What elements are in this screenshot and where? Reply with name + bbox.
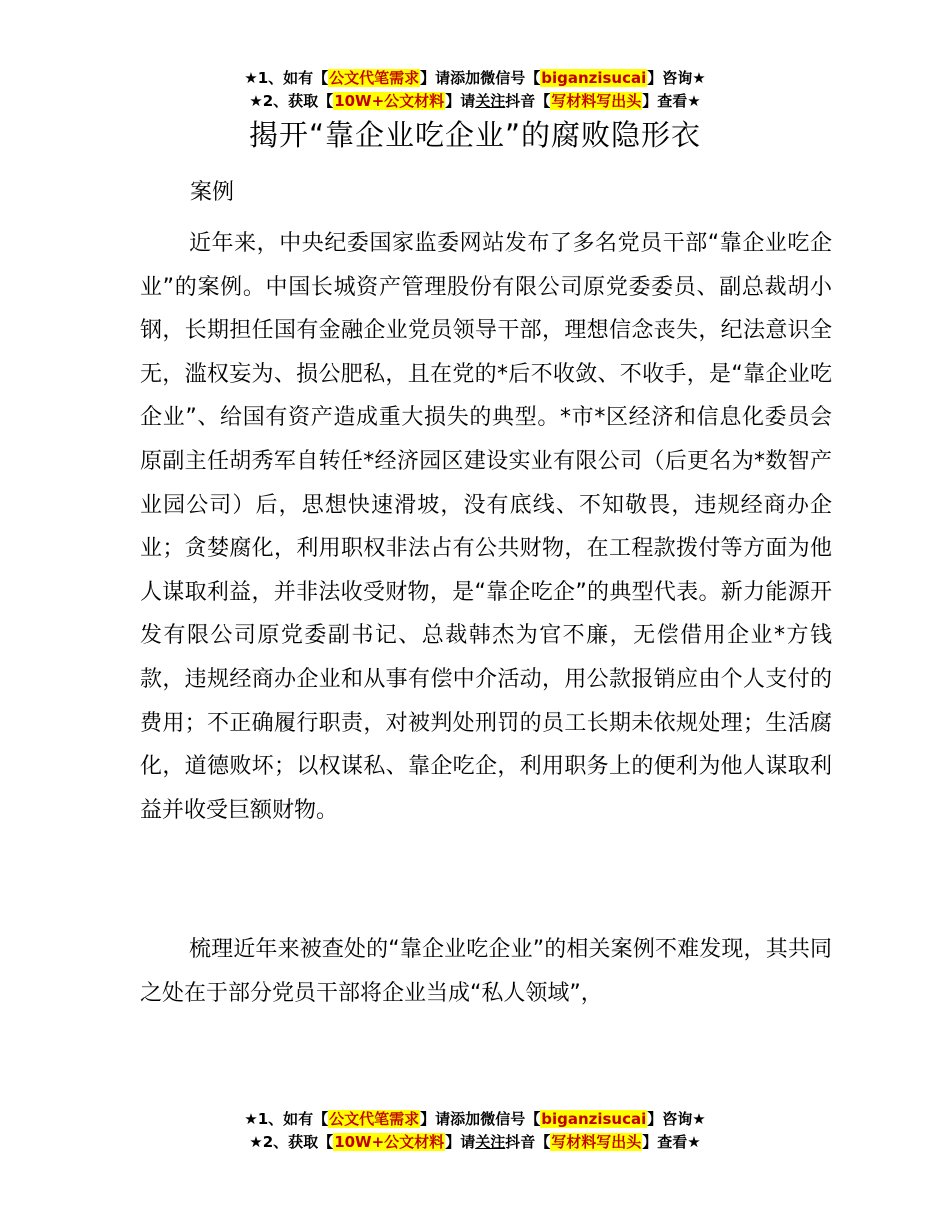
- header-promo-text: 】请: [445, 92, 476, 110]
- header-highlight-service: 公文代笔需求: [329, 69, 420, 87]
- footer-highlight-service: 公文代笔需求: [329, 1110, 420, 1128]
- body-paragraph-1: 近年来，中央纪委国家监委网站发布了多名党员干部“靠企业吃企业”的案例。中国长城资产管理股份有限公司原党委委员、副总裁胡小钢，长期担任国有金融企业党员领导干部，理想信念丧失，纪法意识全无，滥权妄为、损公肥私，且在党的*后不收敛、不收手，是“靠企业吃企业”、给国有资产造成重大损失的典型。*市*区经济和信息化委员会原副主任胡秀军自转任*经济园区建设实业有限公司（后更名为*数智产业园公司）后，思想快速滑坡，没有底线、不知敬畏，违规经商办企业；贪婪腐化，利用职权非法占有公共财物，在工程款拨付等方面为他人谋取利益，并非法收受财物，是“靠企吃企”的典型代表。新力能源开发有限公司原党委副书记、总裁韩杰为官不廉，无偿借用企业*方钱款，违规经商办企业和从事有偿中介活动，用公款报销应由个人支付的费用；不正确履行职责，对被判处刑罚的员工长期未依规处理；生活腐化，道德败坏；以权谋私、靠企吃企，利用职务上的便利为他人谋取利益并收受巨额财物。: [140, 231, 832, 823]
- footer-promo-text: 】查看★: [642, 1133, 701, 1151]
- header-promo-text: 抖音【: [505, 92, 551, 110]
- footer-highlight-materials: 10W+公文材料: [334, 1133, 445, 1151]
- header-promo-text: ★2、获取【: [249, 92, 334, 110]
- header-promo-follow: 关注: [475, 92, 506, 110]
- footer-promo-text: 】请: [445, 1133, 476, 1151]
- footer-promo-line-2: [0, 1131, 950, 1153]
- section-subheading: 案例: [190, 180, 235, 205]
- footer-highlight-wechat-id: biganzisucai: [541, 1110, 647, 1128]
- footer-promo-text: ★1、如有【: [244, 1110, 329, 1128]
- header-highlight-douyin: 写材料写出头: [551, 92, 642, 110]
- header-promo-text: 微信号【: [480, 69, 541, 87]
- footer-promo-text: 抖音【: [505, 1133, 551, 1151]
- footer-promo-line-1: [0, 1108, 950, 1130]
- header-highlight-wechat-id: biganzisucai: [541, 69, 647, 87]
- footer-promo-text: 】请添加: [420, 1110, 481, 1128]
- body-paragraph-2: 梳理近年来被查处的“靠企业吃企业”的相关案例不难发现，其共同之处在于部分党员干部将企业当成“私人领域”，: [140, 937, 832, 1006]
- footer-promo-text: 】咨询★: [647, 1110, 706, 1128]
- header-promo-text: ★1、如有【: [244, 69, 329, 87]
- header-promo-text: 】请添加: [420, 69, 481, 87]
- header-promo-line-2: [0, 90, 950, 112]
- footer-highlight-douyin: 写材料写出头: [551, 1133, 642, 1151]
- header-promo-text: 】查看★: [642, 92, 701, 110]
- header-highlight-materials: 10W+公文材料: [334, 92, 445, 110]
- footer-promo-text: 微信号【: [480, 1110, 541, 1128]
- header-promo-line-1: [0, 67, 950, 89]
- document-title: 揭开“靠企业吃企业”的腐败隐形衣: [248, 118, 702, 152]
- header-promo-text: 】咨询★: [647, 69, 706, 87]
- footer-promo-follow: 关注: [475, 1133, 506, 1151]
- footer-promo-text: ★2、获取【: [249, 1133, 334, 1151]
